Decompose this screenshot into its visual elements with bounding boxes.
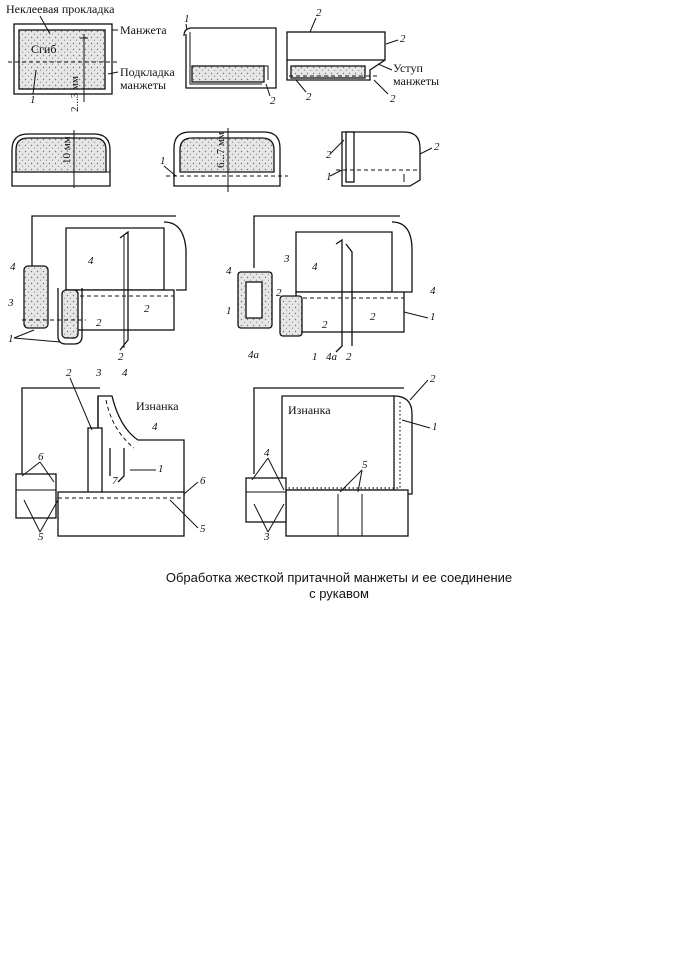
- cuff-lining-label-1: Подкладка: [120, 65, 175, 79]
- marker-4: 4: [88, 255, 94, 267]
- marker-1: 1: [226, 305, 232, 317]
- marker-1: 1: [184, 13, 190, 25]
- marker-3: 3: [264, 531, 270, 543]
- cuff-lining-label-2: манжеты: [120, 78, 167, 92]
- step-2-turned-cuff: [326, 132, 440, 186]
- marker-2: 2: [306, 91, 312, 103]
- marker-3: 3: [8, 297, 14, 309]
- marker-4: 4: [430, 285, 436, 297]
- marker-2: 2: [322, 319, 328, 331]
- marker-3: 3: [284, 253, 290, 265]
- step-1-interlining-on-cuff: [6, 2, 175, 112]
- marker-1: 1: [432, 421, 438, 433]
- marker-1: 1: [160, 155, 166, 167]
- marker-1: 1: [312, 351, 318, 363]
- marker-2: 2: [316, 7, 322, 19]
- marker-2: 2: [96, 317, 102, 329]
- step-3-left-assembly: [7, 216, 186, 363]
- marker-2: 2: [276, 287, 282, 299]
- marker-4: 4: [10, 261, 16, 273]
- marker-4: 4: [122, 367, 128, 379]
- measure-10-label: 10 мм: [61, 136, 73, 164]
- marker-7: 7: [112, 475, 118, 487]
- marker-2: 2: [390, 93, 396, 105]
- marker-1: 1: [326, 171, 332, 183]
- marker-2: 2: [434, 141, 440, 153]
- marker-4a: 4а: [326, 351, 337, 363]
- marker-5: 5: [200, 523, 206, 535]
- interlining-label: Неклеевая прокладка: [6, 2, 115, 16]
- step-4-right-sleeve: [246, 373, 438, 543]
- step-2-rounded-cuff: [12, 130, 110, 188]
- cuff-step-label-2: манжеты: [393, 74, 440, 88]
- marker-2: 2: [118, 351, 124, 363]
- marker-4: 4: [152, 421, 158, 433]
- marker-2: 2: [430, 373, 436, 385]
- marker-4: 4: [226, 265, 232, 277]
- marker-4: 4: [264, 447, 270, 459]
- step-4-left-sleeve: [16, 367, 206, 543]
- marker-4a: 4а: [248, 349, 259, 361]
- marker-2: 2: [270, 95, 276, 107]
- marker-2: 2: [144, 303, 150, 315]
- cuff-label: Манжета: [120, 23, 167, 37]
- marker-2: 2: [326, 149, 332, 161]
- marker-3: 3: [96, 367, 102, 379]
- wrong-side-label: Изнанка: [136, 399, 179, 413]
- step-3-right-assembly: [226, 216, 436, 363]
- fold-label: Сгиб: [31, 42, 57, 56]
- figure-caption: [0, 570, 678, 602]
- cuff-step-label-1: Уступ: [393, 61, 423, 75]
- step-1-cuff-step: [287, 7, 439, 105]
- marker-1: 1: [158, 463, 164, 475]
- marker-1: 1: [8, 333, 14, 345]
- measure-6-7-label: 6...7 мм: [215, 132, 227, 168]
- marker-6: 6: [38, 451, 44, 463]
- marker-5: 5: [362, 459, 368, 471]
- marker-5: 5: [38, 531, 44, 543]
- marker-2: 2: [66, 367, 72, 379]
- marker-2: 2: [346, 351, 352, 363]
- caption-line-2: с рукавом: [309, 586, 369, 601]
- marker-2: 2: [370, 311, 376, 323]
- step-2-stitched-cuff: [160, 128, 288, 192]
- marker-4: 4: [312, 261, 318, 273]
- measure-2-3-label: 2...3 мм: [69, 76, 81, 112]
- marker-1: 1: [430, 311, 436, 323]
- step-1-fold-view: [184, 13, 276, 107]
- caption-line-1: Обработка жесткой притачной манжеты и ее соединение: [165, 570, 513, 585]
- marker-6: 6: [200, 475, 206, 487]
- marker-1: 1: [30, 94, 36, 106]
- marker-2: 2: [400, 33, 406, 45]
- wrong-side-label-2: Изнанка: [288, 403, 331, 417]
